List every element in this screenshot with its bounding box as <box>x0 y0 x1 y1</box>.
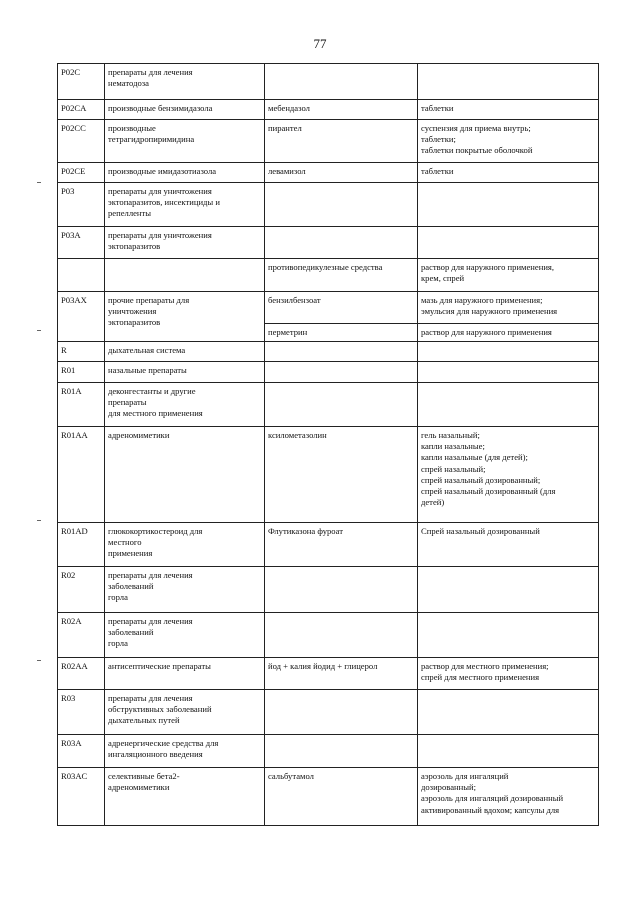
atc-code-cell: R01AD <box>58 523 105 567</box>
atc-code-cell: P02C <box>58 64 105 100</box>
margin-mark <box>37 182 41 183</box>
table-row <box>58 613 599 658</box>
drug-name-cell <box>265 64 418 100</box>
drug-name-cell: мебендазол <box>265 100 418 120</box>
margin-mark <box>37 330 41 331</box>
dosage-form-cell <box>418 183 599 227</box>
atc-code-cell: R02 <box>58 567 105 613</box>
drug-name-cell <box>265 690 418 735</box>
group-name-cell: производные бензимидазола <box>105 100 265 120</box>
dosage-form-cell: аэрозоль для ингаляций дозированный; аэрозоль для ингаляций дозированный активированный вдохом; капсулы для <box>418 768 599 826</box>
dosage-form-cell: Спрей назальный дозированный <box>418 523 599 567</box>
table-row <box>58 100 599 120</box>
group-name-cell: глюкокортикостероид для местного применения <box>105 523 265 567</box>
group-name-cell: прочие препараты для уничтожения эктопаразитов <box>105 292 265 342</box>
group-name-cell: препараты для лечения заболеваний горла <box>105 567 265 613</box>
dosage-form-cell: таблетки <box>418 100 599 120</box>
table-row <box>58 342 599 362</box>
dosage-form-cell: мазь для наружного применения; эмульсия для наружного применения <box>418 292 599 324</box>
dosage-form-cell: таблетки <box>418 163 599 183</box>
dosage-form-cell: раствор для местного применения; спрей для местного применения <box>418 658 599 690</box>
drug-name-cell: йод + калия йодид + глицерол <box>265 658 418 690</box>
dosage-form-cell: суспензия для приема внутрь; таблетки; таблетки покрытые оболочкой <box>418 120 599 163</box>
drug-name-cell: сальбутамол <box>265 768 418 826</box>
group-name-cell: препараты для лечения заболеваний горла <box>105 613 265 658</box>
drug-name-cell: перметрин <box>265 324 418 342</box>
table-row <box>58 427 599 523</box>
dosage-form-cell: раствор для наружного применения, крем, спрей <box>418 259 599 292</box>
drug-name-cell <box>265 613 418 658</box>
group-name-cell: дыхательная система <box>105 342 265 362</box>
drug-name-cell: противопедикулезные средства <box>265 259 418 292</box>
atc-code-cell: P02CA <box>58 100 105 120</box>
atc-code-cell: P02CC <box>58 120 105 163</box>
margin-mark <box>37 520 41 521</box>
table-row <box>58 768 599 826</box>
group-name-cell: селективные бета2- адреномиметики <box>105 768 265 826</box>
group-name-cell: деконгестанты и другие препараты для местного применения <box>105 383 265 427</box>
atc-code-cell: P03 <box>58 183 105 227</box>
table-row <box>58 658 599 690</box>
drug-name-cell: левамизол <box>265 163 418 183</box>
drug-name-cell: Флутиказона фуроат <box>265 523 418 567</box>
group-name-cell: назальные препараты <box>105 362 265 383</box>
table-row <box>58 690 599 735</box>
table-row <box>58 523 599 567</box>
atc-code-cell: R03AC <box>58 768 105 826</box>
drug-name-cell <box>265 342 418 362</box>
table-row <box>58 735 599 768</box>
medications-table <box>57 63 599 826</box>
atc-code-cell: R01 <box>58 362 105 383</box>
drug-name-cell <box>265 362 418 383</box>
atc-code-cell: R03A <box>58 735 105 768</box>
group-name-cell: адренергические средства для ингаляционного введения <box>105 735 265 768</box>
table-row <box>58 292 599 324</box>
atc-code-cell <box>58 259 105 292</box>
atc-code-cell: R02AA <box>58 658 105 690</box>
group-name-cell: производные тетрагидропиримидина <box>105 120 265 163</box>
table-row <box>58 362 599 383</box>
atc-code-cell: R01AA <box>58 427 105 523</box>
dosage-form-cell <box>418 383 599 427</box>
group-name-cell: препараты для уничтожения эктопаразитов, инсектициды и репелленты <box>105 183 265 227</box>
atc-code-cell: R02A <box>58 613 105 658</box>
group-name-cell: адреномиметики <box>105 427 265 523</box>
table-row <box>58 259 599 292</box>
group-name-cell: препараты для уничтожения эктопаразитов <box>105 227 265 259</box>
drug-name-cell <box>265 383 418 427</box>
table-row <box>58 183 599 227</box>
atc-code-cell: P03AX <box>58 292 105 342</box>
dosage-form-cell <box>418 227 599 259</box>
drug-name-cell: ксилометазолин <box>265 427 418 523</box>
drug-name-cell <box>265 183 418 227</box>
atc-code-cell: R03 <box>58 690 105 735</box>
table-row <box>58 120 599 163</box>
dosage-form-cell <box>418 690 599 735</box>
group-name-cell: препараты для лечения нематодоза <box>105 64 265 100</box>
group-name-cell: антисептические препараты <box>105 658 265 690</box>
dosage-form-cell <box>418 64 599 100</box>
page-number: 77 <box>313 36 327 51</box>
drug-name-cell: бензилбензоат <box>265 292 418 324</box>
drug-name-cell <box>265 227 418 259</box>
dosage-form-cell <box>418 567 599 613</box>
dosage-form-cell <box>418 735 599 768</box>
dosage-form-cell: раствор для наружного применения <box>418 324 599 342</box>
dosage-form-cell <box>418 342 599 362</box>
atc-code-cell: R01A <box>58 383 105 427</box>
drug-name-cell: пирантел <box>265 120 418 163</box>
group-name-cell: препараты для лечения обструктивных заболеваний дыхательных путей <box>105 690 265 735</box>
group-name-cell <box>105 259 265 292</box>
dosage-form-cell <box>418 362 599 383</box>
atc-code-cell: P03A <box>58 227 105 259</box>
table-row <box>58 567 599 613</box>
group-name-cell: производные имидазотиазола <box>105 163 265 183</box>
dosage-form-cell: гель назальный; капли назальные; капли назальные (для детей); спрей назальный; спрей назальный дозированный; спрей назальный дозированный (для детей) <box>418 427 599 523</box>
drug-name-cell <box>265 567 418 613</box>
drug-name-cell <box>265 735 418 768</box>
table-row <box>58 227 599 259</box>
table-row <box>58 163 599 183</box>
atc-code-cell: P02CE <box>58 163 105 183</box>
table-row <box>58 383 599 427</box>
dosage-form-cell <box>418 613 599 658</box>
atc-code-cell: R <box>58 342 105 362</box>
margin-mark <box>37 660 41 661</box>
table-row <box>58 64 599 100</box>
